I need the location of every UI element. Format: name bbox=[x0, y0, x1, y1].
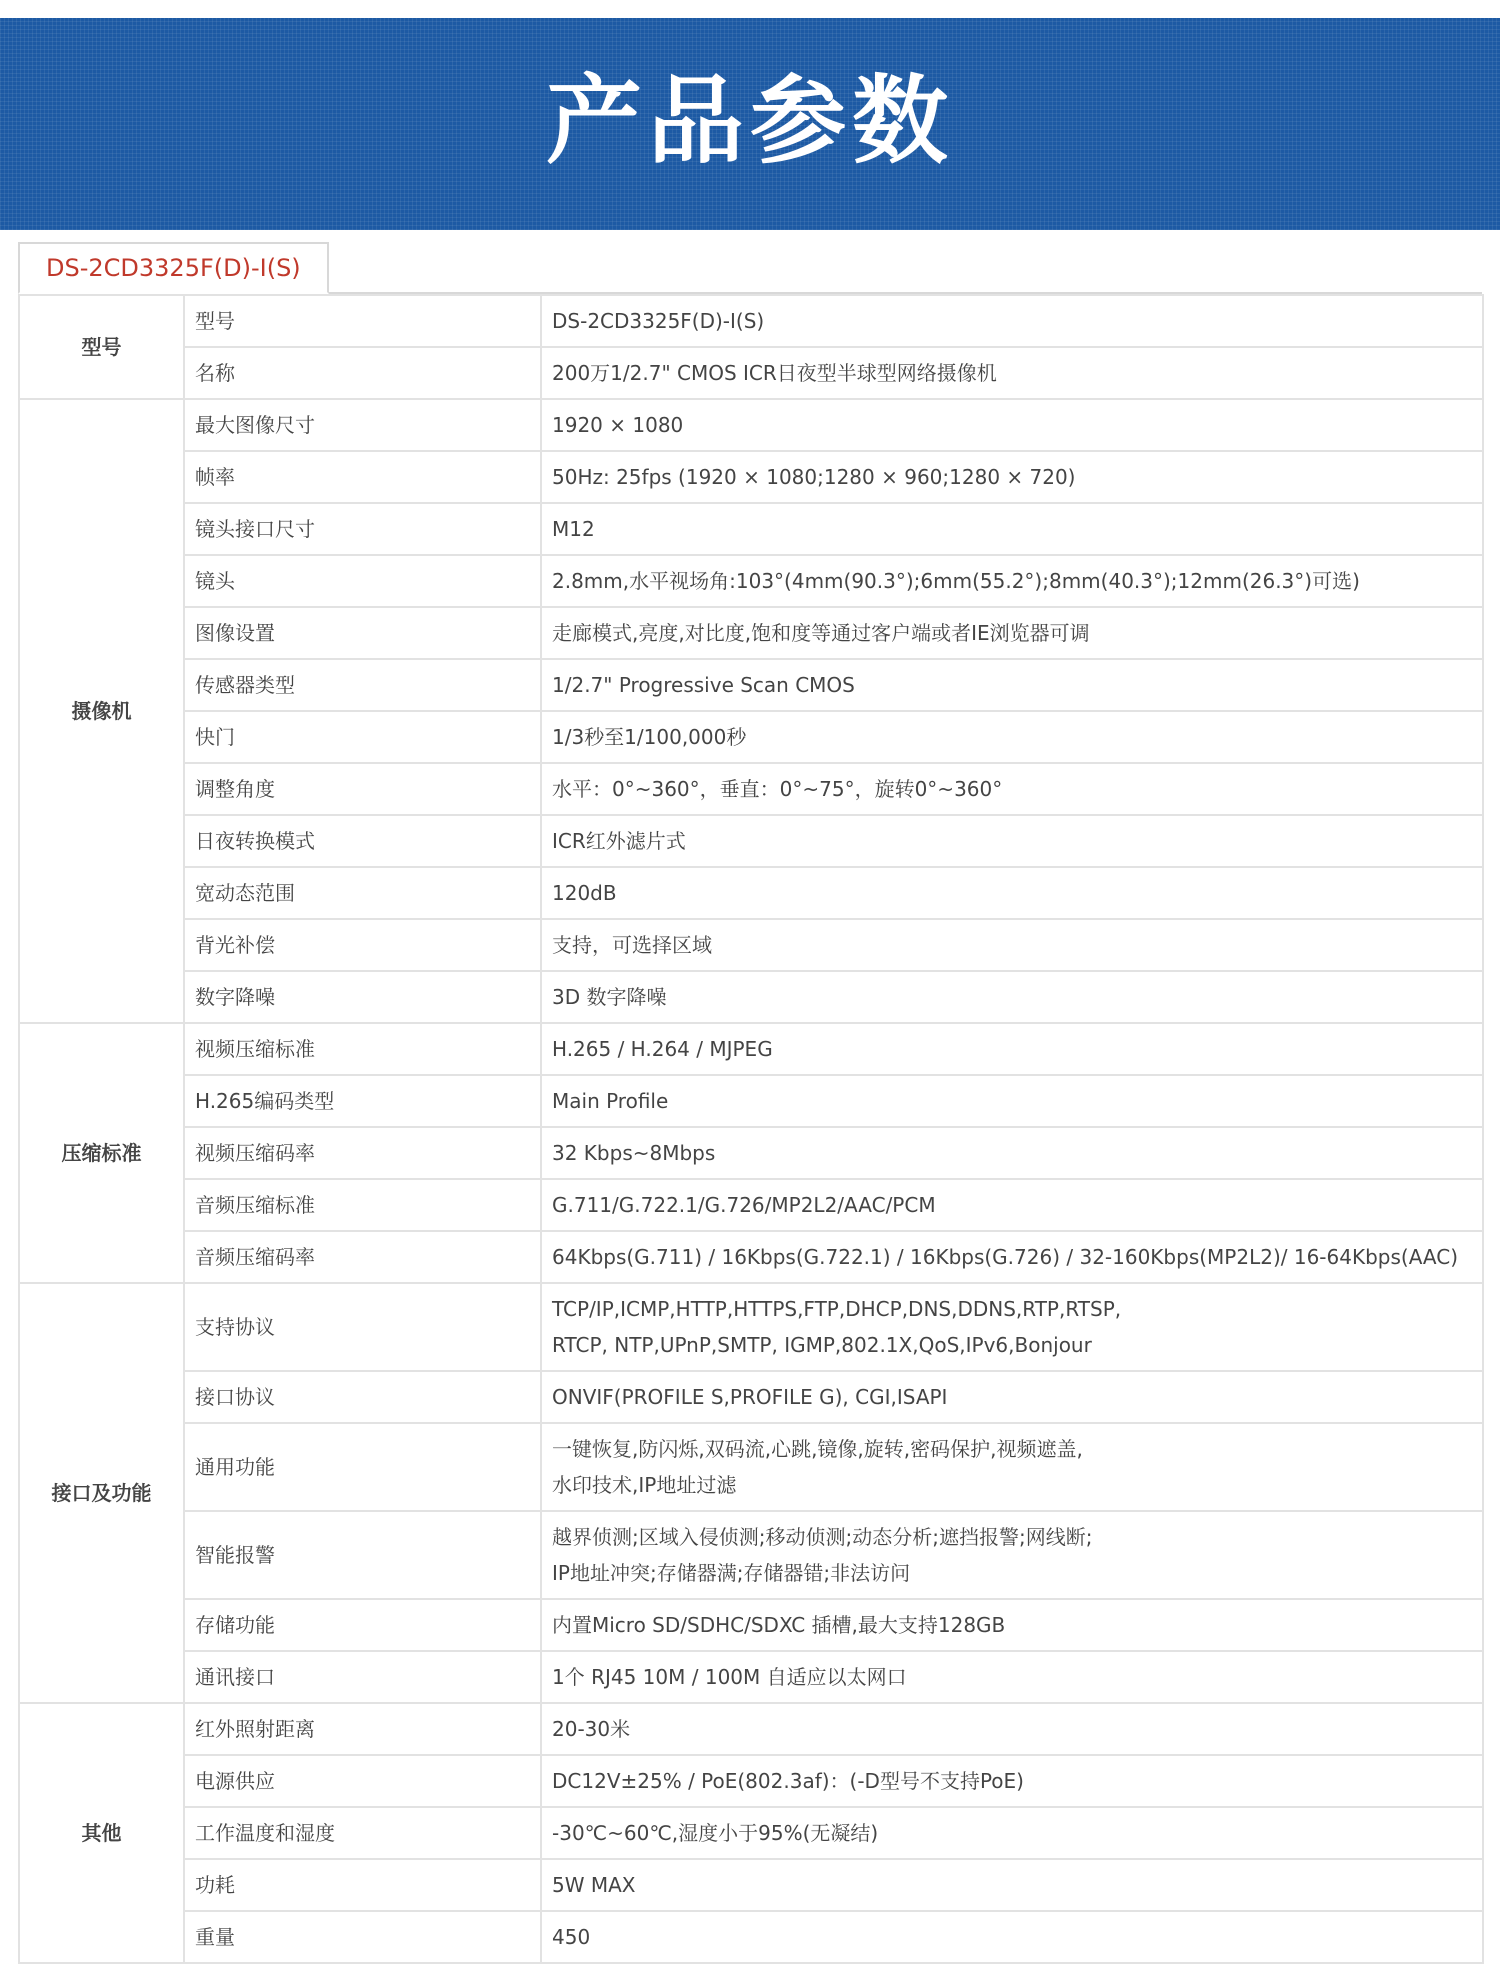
spec-label: 音频压缩码率 bbox=[184, 1231, 541, 1283]
spec-value bbox=[541, 451, 1483, 503]
spec-label: 视频压缩标准 bbox=[184, 1023, 541, 1075]
spec-value bbox=[541, 867, 1483, 919]
spec-value bbox=[541, 1651, 1483, 1703]
tab-bar bbox=[18, 242, 1482, 294]
table-row bbox=[19, 1127, 1483, 1179]
spec-label: 支持协议 bbox=[184, 1283, 541, 1371]
spec-value-line: 一键恢复,防闪烁,双码流,心跳,镜像,旋转,密码保护,视频遮盖, bbox=[552, 1437, 1083, 1461]
spec-label: 接口协议 bbox=[184, 1371, 541, 1423]
spec-label: 红外照射距离 bbox=[184, 1703, 541, 1755]
spec-value-line: 32 Kbps~8Mbps bbox=[552, 1141, 716, 1165]
table-row bbox=[19, 1651, 1483, 1703]
top-spacer bbox=[0, 0, 1500, 18]
table-row bbox=[19, 503, 1483, 555]
spec-value-line: DC12V±25% / PoE(802.3af)：(-D型号不支持PoE) bbox=[552, 1769, 1024, 1793]
spec-label: 重量 bbox=[184, 1911, 541, 1963]
table-row bbox=[19, 1231, 1483, 1283]
spec-value bbox=[541, 1075, 1483, 1127]
spec-value-line: 20-30米 bbox=[552, 1717, 631, 1741]
spec-label: 型号 bbox=[184, 295, 541, 347]
category-cell: 接口及功能 bbox=[19, 1283, 184, 1703]
spec-value-line: 200万1/2.7" CMOS ICR日夜型半球型网络摄像机 bbox=[552, 361, 997, 385]
spec-label: 工作温度和湿度 bbox=[184, 1807, 541, 1859]
table-row bbox=[19, 607, 1483, 659]
spec-value bbox=[541, 1511, 1483, 1599]
table-row bbox=[19, 763, 1483, 815]
spec-value bbox=[541, 1283, 1483, 1371]
spec-label: 智能报警 bbox=[184, 1511, 541, 1599]
spec-value-line: M12 bbox=[552, 517, 595, 541]
spec-value-line: 1个 RJ45 10M / 100M 自适应以太网口 bbox=[552, 1665, 907, 1689]
spec-label: 名称 bbox=[184, 347, 541, 399]
table-row bbox=[19, 399, 1483, 451]
spec-value bbox=[541, 711, 1483, 763]
spec-value bbox=[541, 1703, 1483, 1755]
spec-value bbox=[541, 1371, 1483, 1423]
spec-value-line: 2.8mm,水平视场角:103°(4mm(90.3°);6mm(55.2°);8mm(40.3°);12mm(26.3°)可选) bbox=[552, 569, 1360, 593]
spec-value bbox=[541, 1023, 1483, 1075]
spec-value-line: 64Kbps(G.711) / 16Kbps(G.722.1) / 16Kbps(G.726) / 32-160Kbps(MP2L2)/ 16-64Kbps(AAC) bbox=[552, 1245, 1459, 1269]
spec-label: 数字降噪 bbox=[184, 971, 541, 1023]
spec-value-line: TCP/IP,ICMP,HTTP,HTTPS,FTP,DHCP,DNS,DDNS,RTP,RTSP, bbox=[552, 1297, 1122, 1321]
spec-value bbox=[541, 763, 1483, 815]
table-row bbox=[19, 1371, 1483, 1423]
table-row bbox=[19, 555, 1483, 607]
spec-value bbox=[541, 1231, 1483, 1283]
table-row bbox=[19, 867, 1483, 919]
spec-label: 背光补偿 bbox=[184, 919, 541, 971]
spec-value-line: G.711/G.722.1/G.726/MP2L2/AAC/PCM bbox=[552, 1193, 936, 1217]
spec-value bbox=[541, 1599, 1483, 1651]
spec-value-line: ICR红外滤片式 bbox=[552, 829, 686, 853]
spec-value-line: 50Hz: 25fps (1920 × 1080;1280 × 960;1280 × 720) bbox=[552, 465, 1076, 489]
spec-value-line: 3D 数字降噪 bbox=[552, 985, 667, 1009]
spec-value bbox=[541, 971, 1483, 1023]
spec-label: 日夜转换模式 bbox=[184, 815, 541, 867]
spec-value bbox=[541, 1423, 1483, 1511]
spec-value-line: 1/2.7" Progressive Scan CMOS bbox=[552, 673, 855, 697]
spec-value-line: 5W MAX bbox=[552, 1873, 636, 1897]
spec-value-line: -30℃~60℃,湿度小于95%(无凝结) bbox=[552, 1821, 879, 1845]
category-cell: 型号 bbox=[19, 295, 184, 399]
table-row bbox=[19, 1599, 1483, 1651]
spec-value bbox=[541, 1859, 1483, 1911]
spec-label: 音频压缩标准 bbox=[184, 1179, 541, 1231]
spec-value-line: 走廊模式,亮度,对比度,饱和度等通过客户端或者IE浏览器可调 bbox=[552, 621, 1090, 645]
spec-value bbox=[541, 295, 1483, 347]
spec-value bbox=[541, 1807, 1483, 1859]
table-row bbox=[19, 1023, 1483, 1075]
spec-value-line: Main Profile bbox=[552, 1089, 669, 1113]
spec-label: 功耗 bbox=[184, 1859, 541, 1911]
spec-value bbox=[541, 347, 1483, 399]
spec-value bbox=[541, 1127, 1483, 1179]
spec-value-line: RTCP, NTP,UPnP,SMTP, IGMP,802.1X,QoS,IPv6,Bonjour bbox=[552, 1333, 1092, 1357]
spec-value-line: 支持，可选择区域 bbox=[552, 933, 712, 957]
spec-label: 传感器类型 bbox=[184, 659, 541, 711]
spec-value bbox=[541, 1755, 1483, 1807]
spec-label: 宽动态范围 bbox=[184, 867, 541, 919]
spec-value bbox=[541, 607, 1483, 659]
spec-value bbox=[541, 399, 1483, 451]
spec-label: 快门 bbox=[184, 711, 541, 763]
table-row bbox=[19, 971, 1483, 1023]
table-row bbox=[19, 711, 1483, 763]
spec-value-line: 越界侦测;区域入侵侦测;移动侦测;动态分析;遮挡报警;网线断; bbox=[552, 1525, 1093, 1549]
spec-value-line: 内置Micro SD/SDHC/SDXC 插槽,最大支持128GB bbox=[552, 1613, 1006, 1637]
spec-value bbox=[541, 815, 1483, 867]
spec-label: 存储功能 bbox=[184, 1599, 541, 1651]
table-row bbox=[19, 1511, 1483, 1599]
spec-value-line: 水印技术,IP地址过滤 bbox=[552, 1473, 737, 1497]
spec-value-line: DS-2CD3325F(D)-I(S) bbox=[552, 309, 765, 333]
category-cell: 压缩标准 bbox=[19, 1023, 184, 1283]
spec-label: 通用功能 bbox=[184, 1423, 541, 1511]
table-row bbox=[19, 1911, 1483, 1963]
spec-value bbox=[541, 555, 1483, 607]
spec-label: 图像设置 bbox=[184, 607, 541, 659]
spec-value-line: 450 bbox=[552, 1925, 591, 1949]
spec-value-line: 120dB bbox=[552, 881, 617, 905]
spec-label: 通讯接口 bbox=[184, 1651, 541, 1703]
table-row bbox=[19, 1703, 1483, 1755]
spec-label: 镜头 bbox=[184, 555, 541, 607]
spec-value bbox=[541, 1911, 1483, 1963]
table-row bbox=[19, 1807, 1483, 1859]
table-row bbox=[19, 347, 1483, 399]
table-row bbox=[19, 919, 1483, 971]
table-row bbox=[19, 815, 1483, 867]
spec-value-line: ONVIF(PROFILE S,PROFILE G), CGI,ISAPI bbox=[552, 1385, 948, 1409]
spec-label: 电源供应 bbox=[184, 1755, 541, 1807]
spec-value-line: 1/3秒至1/100,000秒 bbox=[552, 725, 747, 749]
spec-value-line: 1920 × 1080 bbox=[552, 413, 684, 437]
table-row bbox=[19, 1179, 1483, 1231]
table-row bbox=[19, 1075, 1483, 1127]
spec-label: 帧率 bbox=[184, 451, 541, 503]
table-row bbox=[19, 1283, 1483, 1371]
model-tab[interactable]: DS-2CD3325F(D)-I(S) bbox=[18, 242, 329, 294]
spec-value bbox=[541, 503, 1483, 555]
spec-label: 最大图像尺寸 bbox=[184, 399, 541, 451]
spec-label: 视频压缩码率 bbox=[184, 1127, 541, 1179]
table-row bbox=[19, 295, 1483, 347]
spec-value bbox=[541, 659, 1483, 711]
spec-value-line: IP地址冲突;存储器满;存储器错;非法访问 bbox=[552, 1561, 911, 1585]
table-row bbox=[19, 451, 1483, 503]
page-title: 产品参数 bbox=[546, 65, 954, 177]
header-banner bbox=[0, 18, 1500, 230]
spec-value-line: H.265 / H.264 / MJPEG bbox=[552, 1037, 773, 1061]
table-row bbox=[19, 1423, 1483, 1511]
table-row bbox=[19, 1755, 1483, 1807]
table-row bbox=[19, 659, 1483, 711]
spec-label: 调整角度 bbox=[184, 763, 541, 815]
spec-value bbox=[541, 919, 1483, 971]
spec-value bbox=[541, 1179, 1483, 1231]
spec-table bbox=[18, 294, 1484, 1964]
table-row bbox=[19, 1859, 1483, 1911]
category-cell: 摄像机 bbox=[19, 399, 184, 1023]
spec-label: 镜头接口尺寸 bbox=[184, 503, 541, 555]
spec-label: H.265编码类型 bbox=[184, 1075, 541, 1127]
spec-value-line: 水平：0°~360°，垂直：0°~75°，旋转0°~360° bbox=[552, 777, 1003, 801]
category-cell: 其他 bbox=[19, 1703, 184, 1963]
